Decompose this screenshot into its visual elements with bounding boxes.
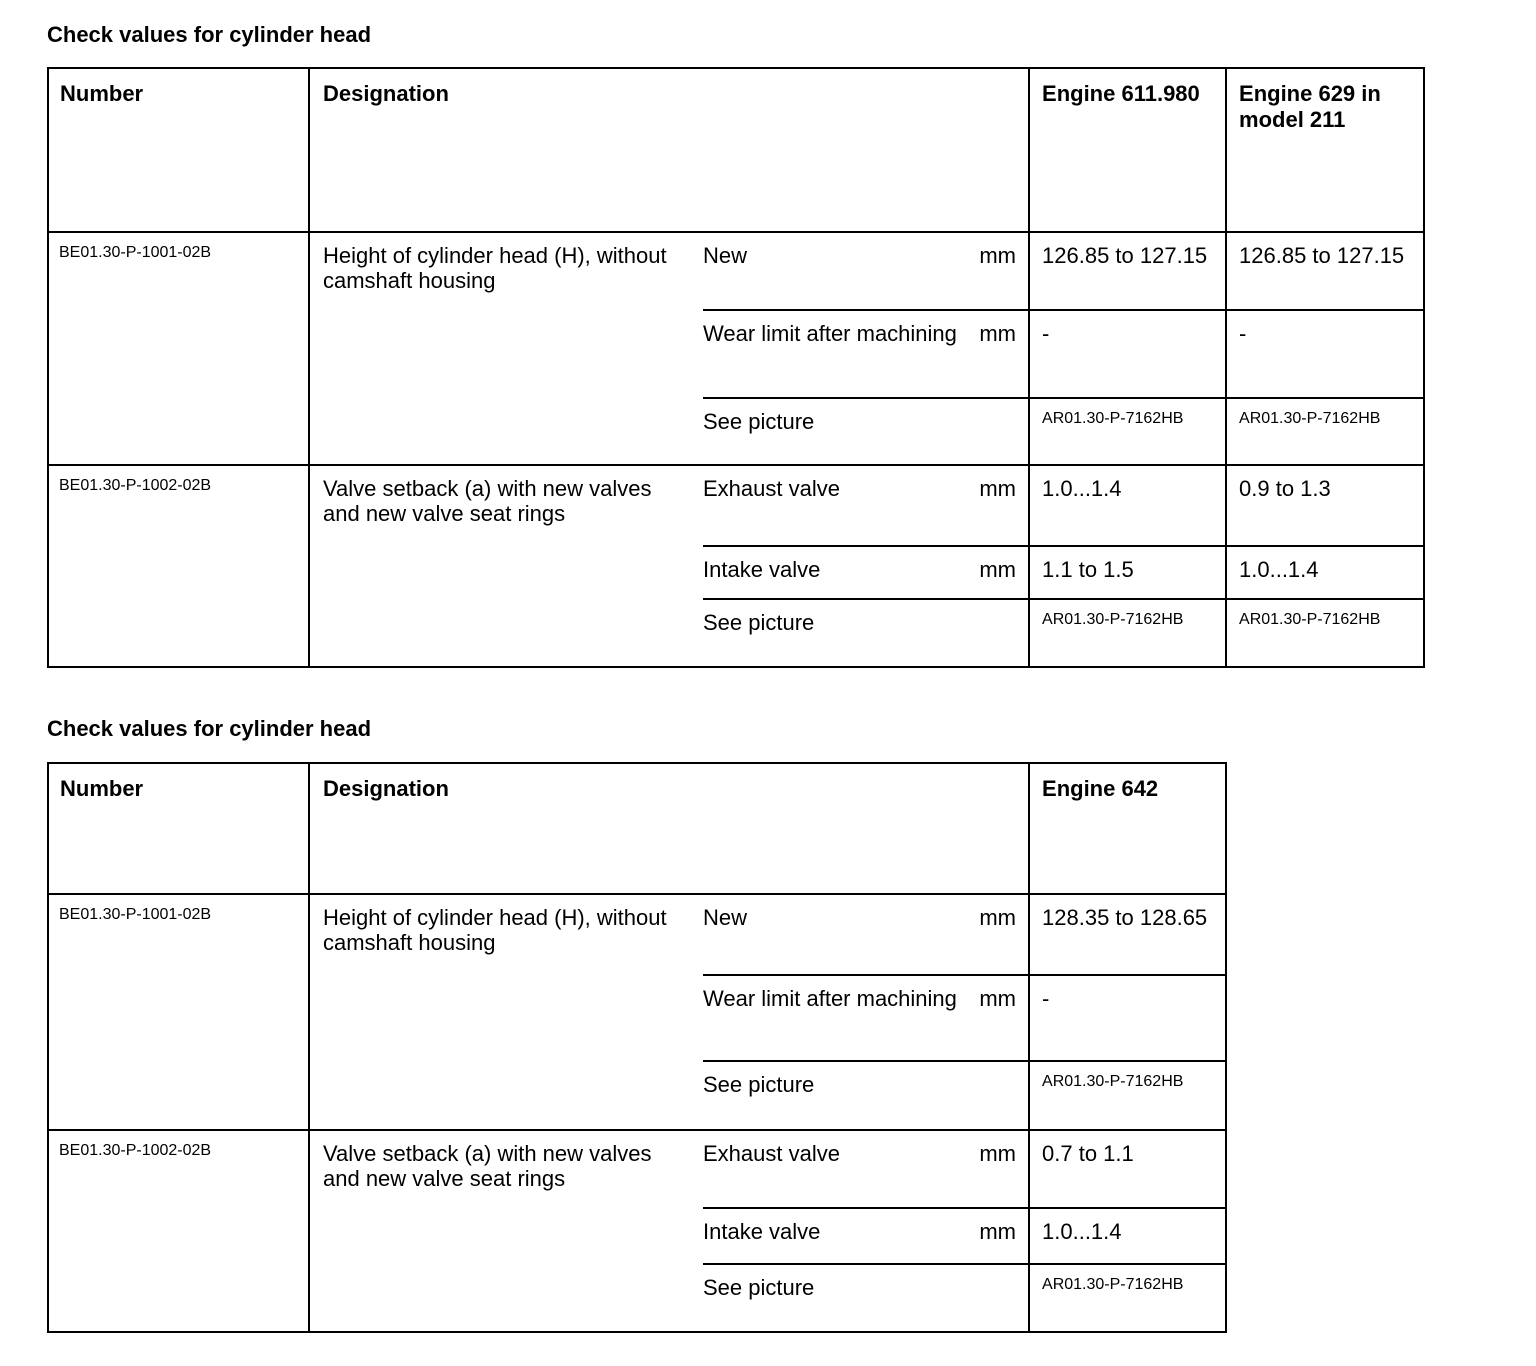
engine-header: Engine 611.980 <box>1029 68 1226 232</box>
reference-cell: AR01.30-P-7162HB <box>1029 599 1226 667</box>
unit-label <box>963 1264 1029 1332</box>
unit-label: mm <box>963 1130 1029 1208</box>
section-title: Check values for cylinder head <box>47 716 372 741</box>
value-cell: 126.85 to 127.15 <box>1029 232 1226 310</box>
value-cell: - <box>1029 975 1226 1061</box>
measure-label: See picture <box>703 1275 815 1300</box>
designation-header: Designation <box>309 763 1029 894</box>
value-cell: 126.85 to 127.15 <box>1226 232 1424 310</box>
value-cell: - <box>1226 310 1424 398</box>
value-cell: 1.0...1.4 <box>1029 465 1226 546</box>
value-cell: 128.35 to 128.65 <box>1029 894 1226 975</box>
measure-label: Wear limit after machining <box>703 975 963 1061</box>
item-designation: Valve setback (a) with new valves and new valve seat rings <box>323 1141 652 1191</box>
measure-label: Intake valve <box>703 1208 963 1264</box>
unit-label <box>963 398 1029 465</box>
reference-cell: AR01.30-P-7162HB <box>1029 398 1226 465</box>
measure-label: Exhaust valve <box>703 1130 963 1208</box>
measure-label: See picture <box>703 398 963 465</box>
item-number: BE01.30-P-1002-02B <box>48 1130 309 1332</box>
unit-label: mm <box>963 310 1029 398</box>
table-row <box>48 894 1226 975</box>
item-number: BE01.30-P-1001-02B <box>48 894 309 1130</box>
check-values-table-2 <box>47 762 1227 1333</box>
value-cell: 1.0...1.4 <box>1029 1208 1226 1264</box>
unit-label: mm <box>963 465 1029 546</box>
measure-label: New <box>703 232 963 310</box>
reference-cell: AR01.30-P-7162HB <box>1239 611 1381 628</box>
value-cell: 0.7 to 1.1 <box>1029 1130 1226 1208</box>
reference-cell: AR01.30-P-7162HB <box>1226 398 1424 465</box>
item-designation: Height of cylinder head (H), without camshaft housing <box>309 232 703 465</box>
measure-label: Intake valve <box>703 546 963 599</box>
measure-label: Wear limit after machining <box>703 310 963 398</box>
table-row <box>48 465 1424 546</box>
item-designation: Valve setback (a) with new valves and new valve seat rings <box>323 476 652 526</box>
unit-label <box>963 1061 1029 1130</box>
number-header: Number <box>48 68 309 232</box>
table-row <box>48 232 1424 310</box>
value-cell: 1.0...1.4 <box>1226 546 1424 599</box>
designation-header: Designation <box>309 68 1029 232</box>
value-cell: 0.9 to 1.3 <box>1226 465 1424 546</box>
table-header-row <box>48 763 1226 894</box>
measure-label: New <box>703 894 963 975</box>
engine-header: Engine 642 <box>1029 763 1226 894</box>
check-values-table-1 <box>47 67 1425 668</box>
measure-label: See picture <box>703 610 815 635</box>
value-cell: 1.1 to 1.5 <box>1029 546 1226 599</box>
reference-cell: AR01.30-P-7162HB <box>1042 1276 1184 1293</box>
unit-label <box>963 599 1029 667</box>
item-number: BE01.30-P-1001-02B <box>48 232 309 465</box>
value-cell: - <box>1029 310 1226 398</box>
number-header: Number <box>48 763 309 894</box>
section-title: Check values for cylinder head <box>47 22 372 47</box>
reference-cell: AR01.30-P-7162HB <box>1029 1061 1226 1130</box>
unit-label: mm <box>963 546 1029 599</box>
engine-header: Engine 629 in model 211 <box>1226 68 1424 232</box>
unit-label: mm <box>963 894 1029 975</box>
table-row <box>48 1130 1226 1208</box>
table-header-row <box>48 68 1424 232</box>
unit-label: mm <box>963 232 1029 310</box>
item-designation: Height of cylinder head (H), without camshaft housing <box>309 894 703 1130</box>
unit-label: mm <box>963 975 1029 1061</box>
unit-label: mm <box>963 1208 1029 1264</box>
measure-label: Exhaust valve <box>703 465 963 546</box>
item-number: BE01.30-P-1002-02B <box>48 465 309 667</box>
measure-label: See picture <box>703 1061 963 1130</box>
